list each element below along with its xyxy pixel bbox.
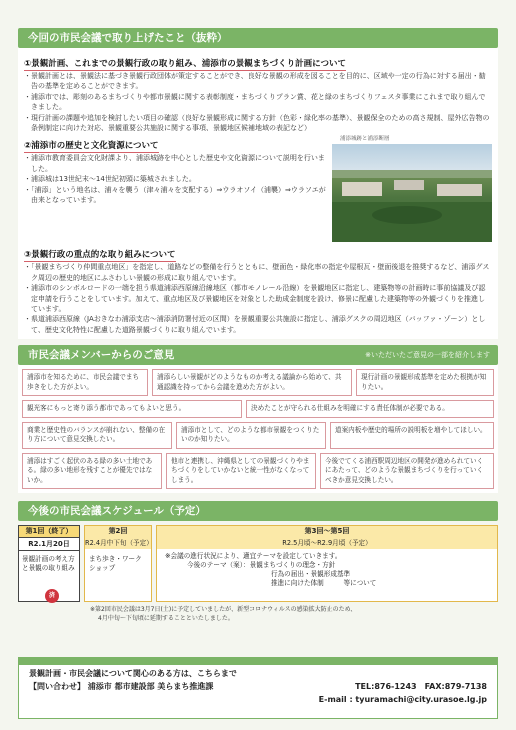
topic3-bullet: ・県道浦添西原線（JAおきなわ浦添支店〜浦添消防署付近の区間）を景観重要公共施設に指定し、浦添グスクの周辺地区（バッファ・ゾーン）として、歴史文化特性に配慮した道路景観づくりに取り組んでいます。	[24, 315, 486, 334]
meeting-3-5-title: 第3回〜第5回	[157, 526, 497, 537]
theme-line: 推進に向けた体制 等について	[271, 578, 377, 587]
meeting-2-date: R2.4月中下旬（予定）	[85, 539, 153, 548]
opinion-card: 現行計画の景観形成基準を定めた根拠が知りたい。	[356, 369, 494, 396]
topic3-bullet: ・「景観まちづくり仲間重点地区」を指定し、道路などの整備を行うとともに、壁面色・緑化率の指定や屋根瓦・壁面後退を推奨するなど、浦添グスク周辺の歴史的地区にふさわしい景観の形成に取り組んでいます。	[24, 263, 490, 282]
postpone-note-1: ※第2回市民会議は3月7日(土)に予定していましたが、新型コロナウィルスの感染拡大防止のため、	[90, 606, 357, 614]
topics-body	[18, 48, 498, 339]
meeting-2-title: 第2回	[85, 526, 151, 537]
opinions-title: 市民会議メンバーからのご意見	[28, 349, 175, 362]
postpone-note-2: 4月中旬〜下旬頃に延期することといたしました。	[98, 615, 234, 623]
opinion-card: 観光客にもっと寄り添う都市であってもよいと思う。	[22, 400, 242, 418]
section-header-topics: 今回の市民会議で取り上げたこと（抜粋）	[18, 28, 498, 48]
footer-email[interactable]: E-mail : tyuramachi@city.urasoe.lg.jp	[318, 695, 487, 704]
photo-caption: 浦添城跡と浦添断層	[340, 136, 390, 143]
theme-line: 今後のテーマ（案）：景観まちづくりの理念・方針	[187, 561, 336, 570]
opinion-card: 商業と歴史性のバランスが崩れない、整備の在り方について意見交換したい。	[22, 422, 172, 449]
topic1-bullet: ・景観計画とは、景観法に基づき景観行政団体が策定することができ、良好な景観の形成を図ることを目的に、区域や一定の行為に対する届出・勧告の基準を定めることができます。	[24, 72, 486, 91]
section-header-opinions	[18, 345, 498, 365]
opinion-card: 浦添市として、どのような都市景観をつくりたいのか知りたい。	[176, 422, 326, 449]
opinions-grid	[18, 365, 498, 493]
section-header-schedule: 今後の市民会議スケジュール（予定）	[18, 501, 498, 521]
meeting-1-topic: 景観計画の考え方と景観の取り組み	[22, 555, 75, 573]
schedule-meeting-1	[18, 525, 80, 602]
meeting-3-5-note: ※会議の進行状況により、適宜テーマを設定していきます。	[165, 552, 342, 561]
meeting-2-topic: まち歩き・ワークショップ	[89, 555, 142, 573]
topic1-bullet: ・現行計画の課題や追加を検討したい項目の確認（良好な景観形成に関する方針（色彩・緑化率の基準）、景観保全のための高さ規制、屋外広告物の条例制定に向けた対応、景観重要公共施設に関する事項、景観地区候補地域の表記など）	[24, 113, 490, 133]
opinions-note: ※いただいたご意見の一部を紹介します	[365, 351, 490, 360]
meeting-1-title: 第1回（終了）	[19, 526, 79, 538]
topic-heading-2: ②浦添市の歴史と文化資源について	[24, 141, 159, 152]
footer-invite: 景観計画・市民会議について関心のある方は、こちらまで	[29, 669, 237, 678]
opinion-card: 今後でてくる浦西駅周辺地区の開発が進められていくにあたって、どのような景観まちづくりを行っていくべきか意見交換したい。	[320, 453, 494, 490]
newsletter-page	[18, 28, 498, 623]
opinion-card: 浦添市を知るために、市民会議でまち歩きをした方がよい。	[22, 369, 148, 396]
opinion-card: 浦添はすごく起伏のある緑の多い土地である。緑の多い地形を残すことが優先ではないか。	[22, 453, 162, 490]
opinion-card: 決めたことが守られる仕組みを明確にする責任体制が必要である。	[246, 400, 494, 418]
completed-stamp: 済	[45, 589, 59, 603]
contact-footer	[18, 657, 498, 719]
footer-tel-fax: TEL:876-1243 FAX:879-7138	[355, 682, 487, 691]
meeting-3-5-date: R2.5月頃〜R2.9月頃（予定）	[157, 537, 497, 549]
schedule-meeting-2	[84, 525, 152, 602]
theme-line: 行為の届出・景観形成基準	[271, 569, 351, 578]
topic2-bullet: ・「浦添」という地名は、浦々を襲う（津々浦々を支配する）⇒ウラオソイ（浦襲）⇒ウラソエが由来となっています。	[24, 185, 326, 205]
opinion-card: 浦添らしい景観がどのようなものか考える議論から始めて、共通認識を持ってから会議を進めた方がよい。	[152, 369, 352, 396]
meeting-1-date: R2.1月20日	[19, 538, 79, 551]
urasoe-castle-photo	[332, 135, 492, 242]
aerial-photo	[332, 144, 492, 242]
topic3-bullet: ・浦添市のシンボルロードの一端を担う県道浦添西原線沿線地区（都市モノレール沿線）を景観地区に指定し、建築物等の計画時に事前協議及び認定申請を行うことをしています。加えて、重点地区及び景観地区を対象とした助成金制度を設け、修景に配慮した建築物等の外観づくりを推進しています。	[24, 284, 486, 314]
topic-heading-1: ①景観計画、これまでの景観行政の取り組み、浦添市の景観まちづくり計画について	[24, 59, 346, 69]
opinion-card: 他市と連携し、沖縄県としての景観づくりやまちづくりをしていかないと統一性がなくなってしまう。	[166, 453, 316, 490]
topic2-bullet: ・浦添市教育委員会文化財課より、浦添城跡を中心とした歴史や文化資源について説明を行いました。	[24, 154, 325, 173]
topic2-bullet: ・浦添城は13世紀末〜14世紀初頭に築城されました。	[24, 175, 196, 184]
schedule-meeting-3-5	[156, 525, 498, 602]
footer-contact: 【問い合わせ】 浦添市 都市建設部 美らまち推進課	[29, 682, 214, 691]
topic-heading-3: ③景観行政の重点的な取り組みについて	[24, 250, 176, 261]
schedule-row	[18, 525, 498, 602]
opinion-card: 道案内板や歴史的場所の説明板を増やしてほしい。	[330, 422, 494, 449]
topic1-bullet: ・浦添市では、彫刻のあるまちづくりや都市景観に関する表彰制度・まちづくりプラン賞、花と緑のまちづくりフェスタ事業にこれまで取り組んできました。	[24, 92, 486, 112]
